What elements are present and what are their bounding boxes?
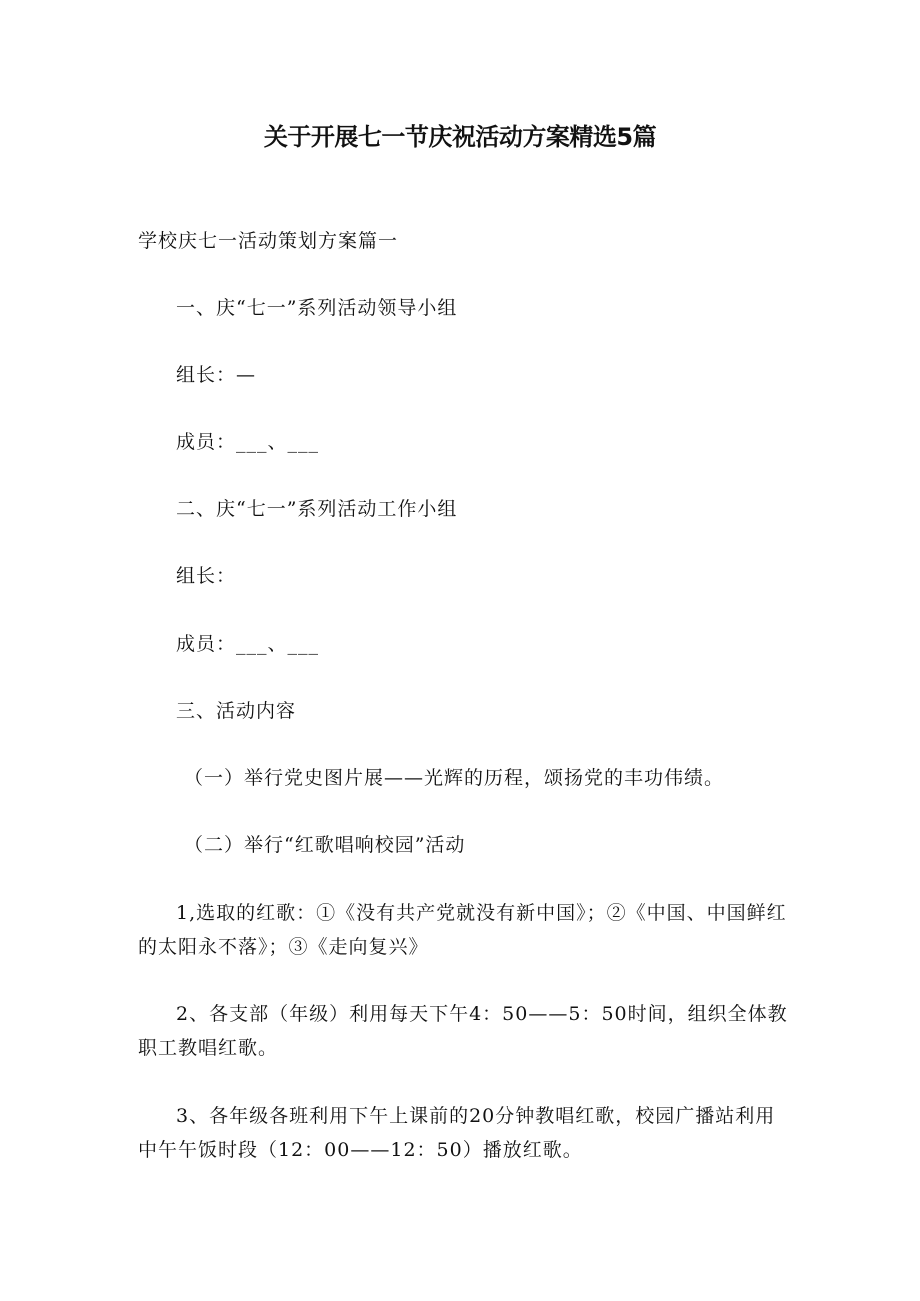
heading-leadership-group: 一、庆“七一”系列活动领导小组 <box>176 297 458 319</box>
heading-working-group: 二、庆“七一”系列活动工作小组 <box>176 498 458 520</box>
document-title: 关于开展七一节庆祝活动方案精选5篇 <box>263 123 657 151</box>
section-heading: 学校庆七一活动策划方案篇一 <box>138 230 399 252</box>
paragraph-song-selection: 1,选取的红歌：①《没有共产党就没有新中国》；②《中国、中国鲜红的太阳永不落》；③《走向复兴》 <box>138 902 787 958</box>
leader-line-2: 组长： <box>176 565 237 587</box>
item-red-songs: （二）举行“红歌唱响校园”活动 <box>184 834 466 856</box>
members-line-1: 成员：___、___ <box>176 431 320 453</box>
item-photo-exhibition: （一）举行党史图片展——光辉的历程，颂扬党的丰功伟绩。 <box>184 767 725 789</box>
paragraph-branch-schedule: 2、各支部（年级）利用每天下午4：50——5：50时间，组织全体教职工教唱红歌。 <box>138 1003 788 1059</box>
heading-activity-content: 三、活动内容 <box>176 700 297 722</box>
paragraph-class-schedule: 3、各年级各班利用下午上课前的20分钟教唱红歌，校园广播站利用中午午饭时段（12：00——12：50）播放红歌。 <box>138 1105 776 1161</box>
members-line-2: 成员：___、___ <box>176 633 320 655</box>
leader-line-1: 组长：— <box>176 364 257 386</box>
